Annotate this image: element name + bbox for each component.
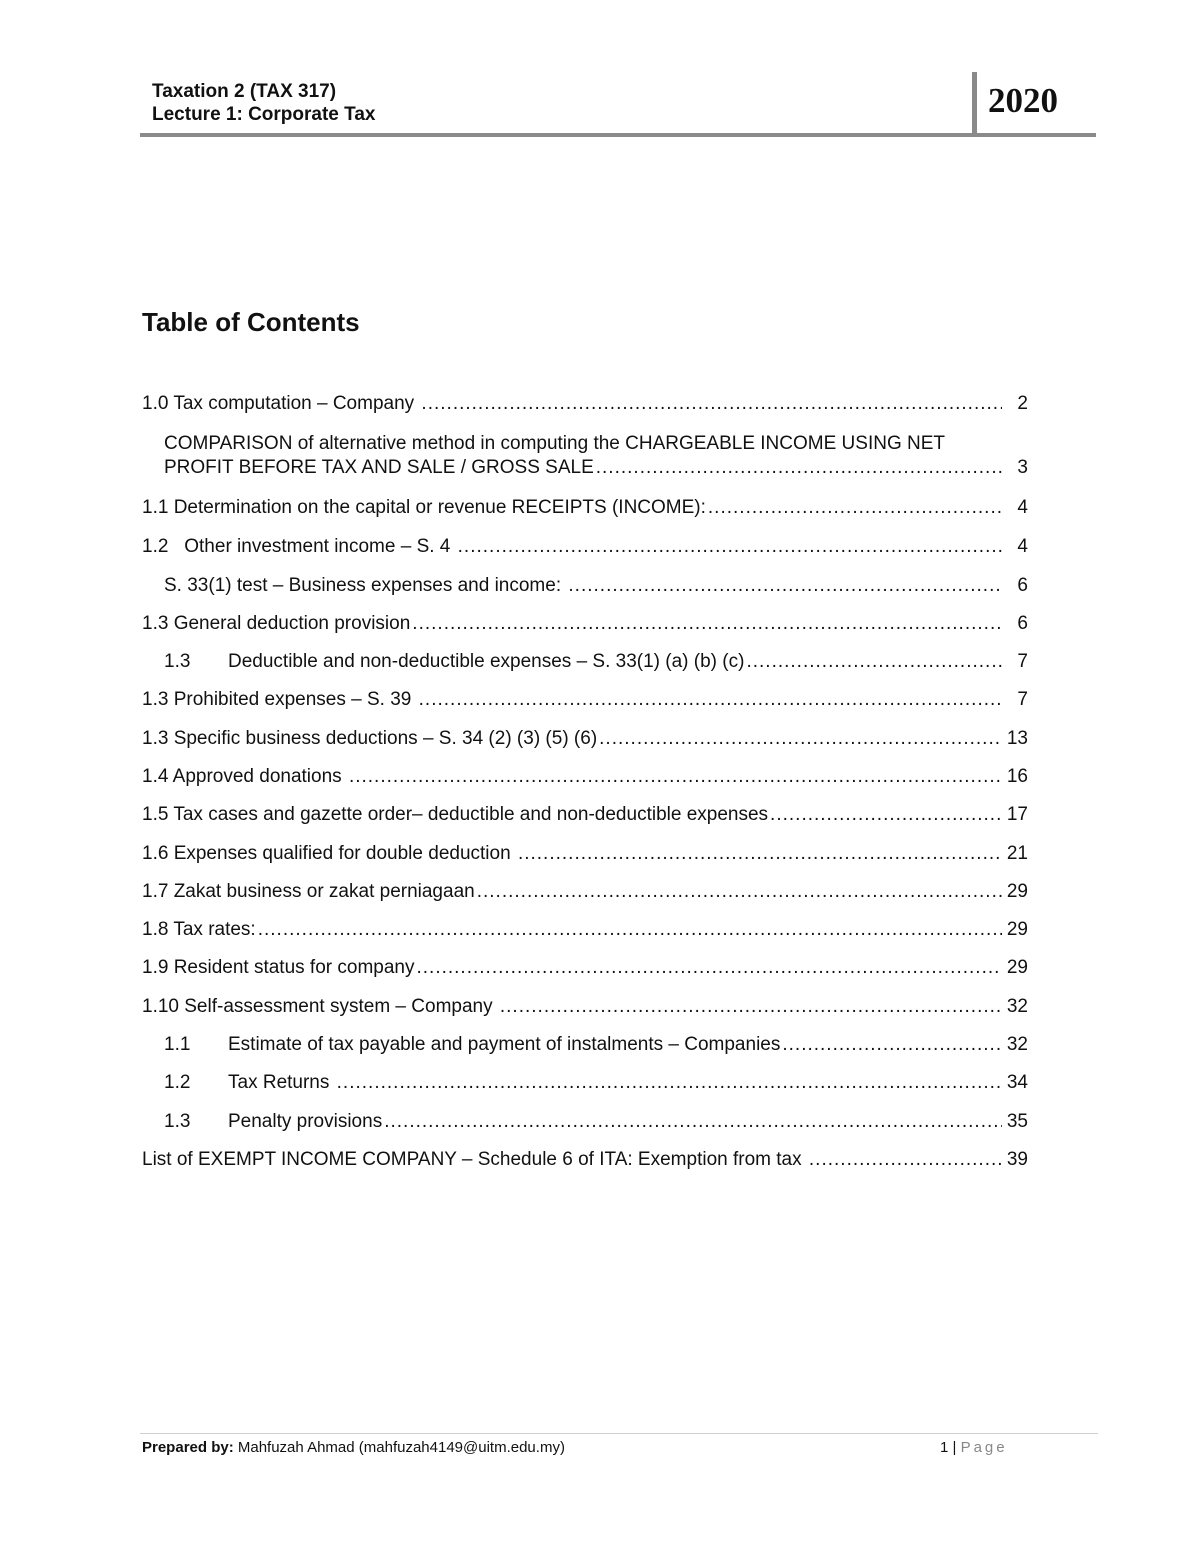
toc-entry-text-line1: COMPARISON of alternative method in computing the CHARGEABLE INCOME USING NET <box>164 433 946 454</box>
toc-entry-page: 3 <box>1017 457 1028 478</box>
toc-entry[interactable] <box>164 574 1028 598</box>
toc-entry-page: 6 <box>1017 613 1028 634</box>
toc-entry[interactable] <box>142 1148 1028 1172</box>
footer-prepared-label: Prepared by: <box>142 1439 234 1456</box>
toc-entry[interactable] <box>142 842 1028 866</box>
toc-leader <box>708 496 1002 520</box>
toc-entry-number: 1.2 <box>164 1072 191 1093</box>
toc-entry-text: Estimate of tax payable and payment of instalments – Companies <box>228 1034 781 1055</box>
toc-entry-label <box>164 1033 780 1057</box>
toc-leader <box>384 1110 1002 1134</box>
toc-entry[interactable] <box>142 392 1028 416</box>
toc-entry-text: 1.6 Expenses qualified for double deduction <box>142 843 516 864</box>
toc-leader <box>412 612 1002 636</box>
toc-entry[interactable] <box>142 612 1028 636</box>
toc-entry[interactable] <box>164 1033 1028 1057</box>
header-divider <box>972 72 977 134</box>
toc-entry-page: 35 <box>1006 1111 1028 1132</box>
toc-leader <box>518 842 1002 866</box>
toc-leader <box>416 956 1002 980</box>
toc-entry-page: 39 <box>1006 1149 1028 1170</box>
toc-entry-page: 2 <box>1017 393 1028 414</box>
toc-leader <box>258 918 1002 942</box>
toc-entry-page: 7 <box>1017 689 1028 710</box>
toc-entry-page: 32 <box>1006 996 1028 1017</box>
toc-entry-page: 4 <box>1017 536 1028 557</box>
header-course-info <box>152 80 375 126</box>
toc-leader <box>770 803 1002 827</box>
toc-leader <box>458 535 1002 559</box>
toc-entry-text: Penalty provisions <box>228 1111 383 1132</box>
toc-entry-label <box>164 1071 335 1095</box>
toc-leader <box>419 688 1002 712</box>
toc-entry[interactable] <box>142 535 1028 559</box>
toc-leader <box>500 995 1002 1019</box>
toc-entry[interactable] <box>164 432 1028 480</box>
toc-entry-page: 29 <box>1006 881 1028 902</box>
toc-entry[interactable] <box>142 803 1028 827</box>
toc-entry-text: 1.9 Resident status for company <box>142 957 415 978</box>
toc-leader <box>596 456 1002 480</box>
toc-entry[interactable] <box>142 496 1028 520</box>
lecture-title: Lecture 1: Corporate Tax <box>152 104 376 125</box>
header-year: 2020 <box>988 81 1058 120</box>
toc-entry[interactable] <box>164 650 1028 674</box>
toc-title: Table of Contents <box>142 307 360 337</box>
toc-leader <box>568 574 1002 598</box>
footer-page-separator: | <box>948 1439 961 1456</box>
toc-entry-text: 1.3 General deduction provision <box>142 613 411 634</box>
toc-entry-text: 1.7 Zakat business or zakat perniagaan <box>142 881 475 902</box>
toc-entry[interactable] <box>142 956 1028 980</box>
toc-entry-text: 1.1 Determination on the capital or revenue RECEIPTS (INCOME): <box>142 497 706 518</box>
toc-entry-page: 29 <box>1006 919 1028 940</box>
footer-author: Mahfuzah Ahmad (mahfuzah4149@uitm.edu.my) <box>233 1439 565 1456</box>
toc-entry-text: 1.3 Specific business deductions – S. 34 (2) (3) (5) (6) <box>142 728 598 749</box>
toc-entry-page: 7 <box>1017 651 1028 672</box>
toc-leader <box>477 880 1002 904</box>
footer-prepared-by <box>142 1438 565 1458</box>
toc-leader <box>599 727 1002 751</box>
toc-entry-number: 1.3 <box>164 1111 191 1132</box>
toc-entry[interactable] <box>142 918 1028 942</box>
course-title: Taxation 2 (TAX 317) <box>152 81 337 102</box>
toc-leader <box>809 1148 1002 1172</box>
toc-entry-text: 1.8 Tax rates: <box>142 919 256 940</box>
toc-entry[interactable] <box>142 727 1028 751</box>
toc-entry-text: List of EXEMPT INCOME COMPANY – Schedule 6 of ITA: Exemption from tax <box>142 1149 807 1170</box>
toc-entry-label <box>164 1110 382 1134</box>
toc-entry-page: 21 <box>1006 843 1028 864</box>
toc-entry-text: 1.2 Other investment income – S. 4 <box>142 536 456 557</box>
footer-page-indicator <box>940 1438 1008 1458</box>
toc-entry-text: PROFIT BEFORE TAX AND SALE / GROSS SALE <box>164 457 594 478</box>
toc-entry[interactable] <box>164 1110 1028 1134</box>
footer-page-number: 1 <box>940 1439 949 1456</box>
toc-entry-page: 17 <box>1006 804 1028 825</box>
toc-entry[interactable] <box>142 880 1028 904</box>
toc-entry-page: 13 <box>1006 728 1028 749</box>
header-rule <box>140 133 1096 137</box>
toc-leader <box>349 765 1002 789</box>
toc-entry-page: 16 <box>1006 766 1028 787</box>
toc-entry-page: 29 <box>1006 957 1028 978</box>
toc-entry-text: 1.10 Self-assessment system – Company <box>142 996 498 1017</box>
footer-page-word: Page <box>960 1439 1008 1456</box>
footer-rule <box>140 1433 1098 1434</box>
page-header <box>140 70 1096 140</box>
toc-entry-text: S. 33(1) test – Business expenses and income: <box>164 575 567 596</box>
toc-entry-text: Deductible and non-deductible expenses – S. 33(1) (a) (b) (c) <box>228 651 745 672</box>
toc-entry-text: 1.5 Tax cases and gazette order– deductible and non-deductible expenses <box>142 804 769 825</box>
toc-leader <box>421 392 1002 416</box>
toc-entry[interactable] <box>164 1071 1028 1095</box>
toc-entry-number: 1.1 <box>164 1034 191 1055</box>
toc-entry-text: 1.3 Prohibited expenses – S. 39 <box>142 689 417 710</box>
toc-leader <box>746 650 1002 674</box>
toc-entry[interactable] <box>142 688 1028 712</box>
toc-entry-page: 34 <box>1006 1072 1028 1093</box>
toc-entry[interactable] <box>142 765 1028 789</box>
toc-leader <box>337 1071 1002 1095</box>
toc-entry-page: 32 <box>1006 1034 1028 1055</box>
toc-entry-text: Tax Returns <box>228 1072 335 1093</box>
toc-entry[interactable] <box>142 995 1028 1019</box>
toc-entry-page: 4 <box>1017 497 1028 518</box>
toc-leader <box>782 1033 1002 1057</box>
toc-entry-label <box>164 650 744 674</box>
toc-entry-text: 1.4 Approved donations <box>142 766 347 787</box>
toc-entry-text: 1.0 Tax computation – Company <box>142 393 420 414</box>
toc-entry-number: 1.3 <box>164 651 191 672</box>
toc-entry-page: 6 <box>1017 575 1028 596</box>
